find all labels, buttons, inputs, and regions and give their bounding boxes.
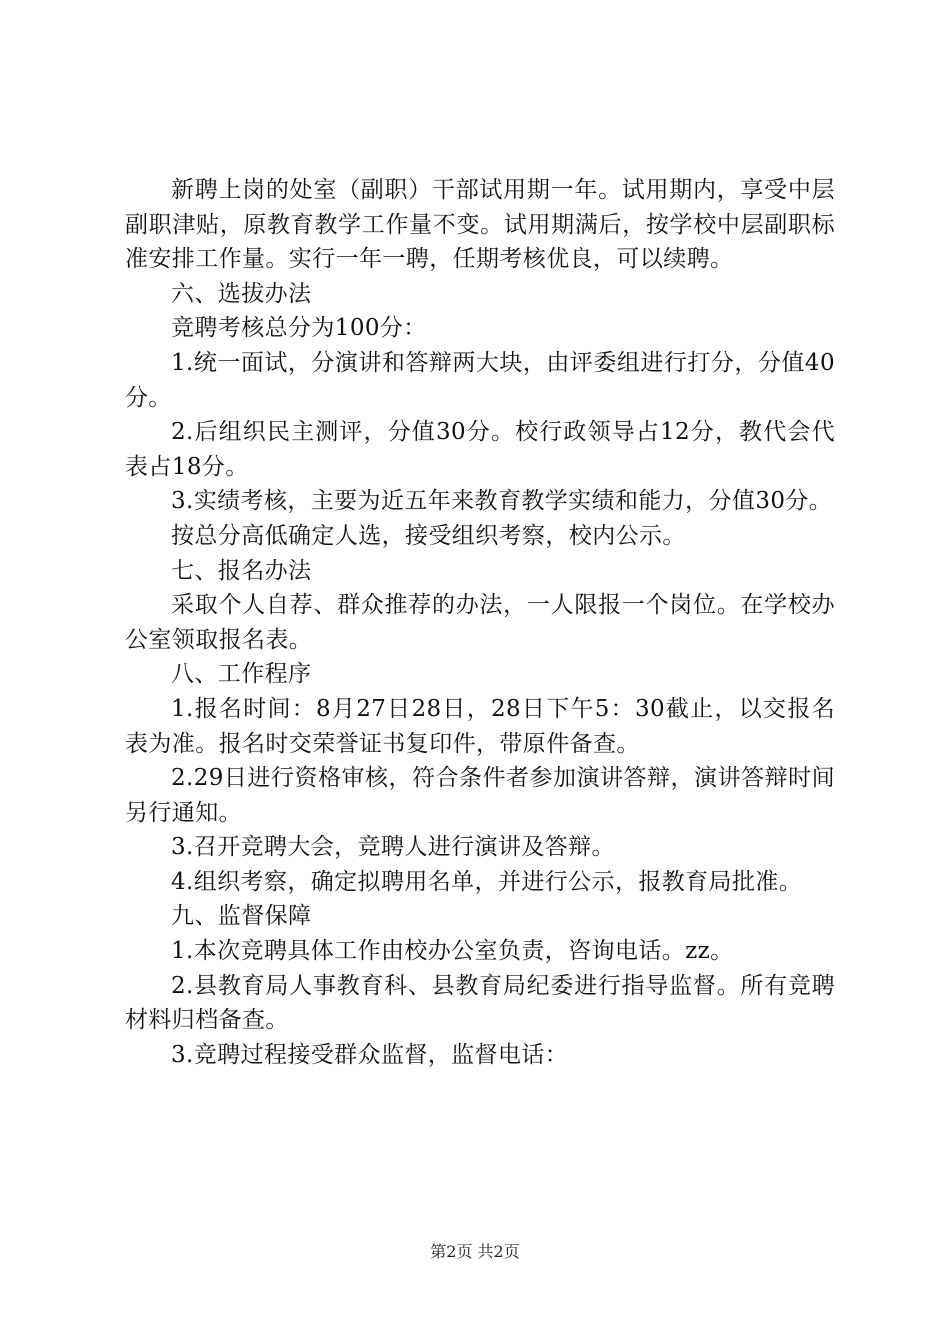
page-footer: 第2页 共2页 [430, 1242, 520, 1261]
heading-supervision: 九、监督保障 [171, 903, 312, 930]
heading-selection-method: 六、选拔办法 [171, 280, 312, 307]
document-body [125, 173, 835, 1072]
list-item-inspection: 4.组织考察，确定拟聘用名单，并进行公示，报教育局批准。 [171, 868, 803, 895]
paragraph-registration: 采取个人自荐、群众推荐的办法，一人限报一个岗位。在学校办公室领取报名表。 [125, 592, 835, 653]
paragraph-selection-result: 按总分高低确定人选，接受组织考察，校内公示。 [171, 522, 686, 549]
list-item-bureau-supervision: 2.县教育局人事教育科、县教育局纪委进行指导监督。所有竞聘材料归档备查。 [125, 972, 835, 1034]
paragraph-total-score: 竞聘考核总分为100分： [171, 315, 427, 342]
list-item-interview: 1.统一面试，分演讲和答辩两大块，由评委组进行打分，分值40分。 [125, 349, 835, 411]
list-item-public-supervision: 3.竞聘过程接受群众监督，监督电话： [171, 1041, 569, 1068]
list-item-registration-time: 1.报名时间：8月27日28日，28日下午5：30截止，以交报名表为准。报名时交荣誉证书复印件，带原件备查。 [125, 695, 835, 757]
paragraph-probation: 新聘上岗的处室（副职）干部试用期一年。试用期内，享受中层副职津贴，原教育教学工作量不变。试用期满后，按学校中层副职标准安排工作量。实行一年一聘，任期考核优良，可以续聘。 [125, 177, 835, 273]
list-item-qualification-review: 2.29日进行资格审核，符合条件者参加演讲答辩，演讲答辩时间另行通知。 [125, 765, 835, 826]
list-item-performance-review: 3.实绩考核，主要为近五年来教育教学实绩和能力，分值30分。 [171, 488, 833, 515]
list-item-competition-meeting: 3.召开竞聘大会，竞聘人进行演讲及答辩。 [171, 834, 615, 861]
heading-registration-method: 七、报名办法 [171, 557, 312, 584]
heading-work-procedure: 八、工作程序 [171, 661, 312, 688]
list-item-democratic-evaluation: 2.后组织民主测评，分值30分。校行政领导占12分，教代会代表占18分。 [125, 419, 835, 480]
list-item-office-responsibility: 1.本次竞聘具体工作由校办公室负责，咨询电话。zz。 [171, 938, 734, 965]
